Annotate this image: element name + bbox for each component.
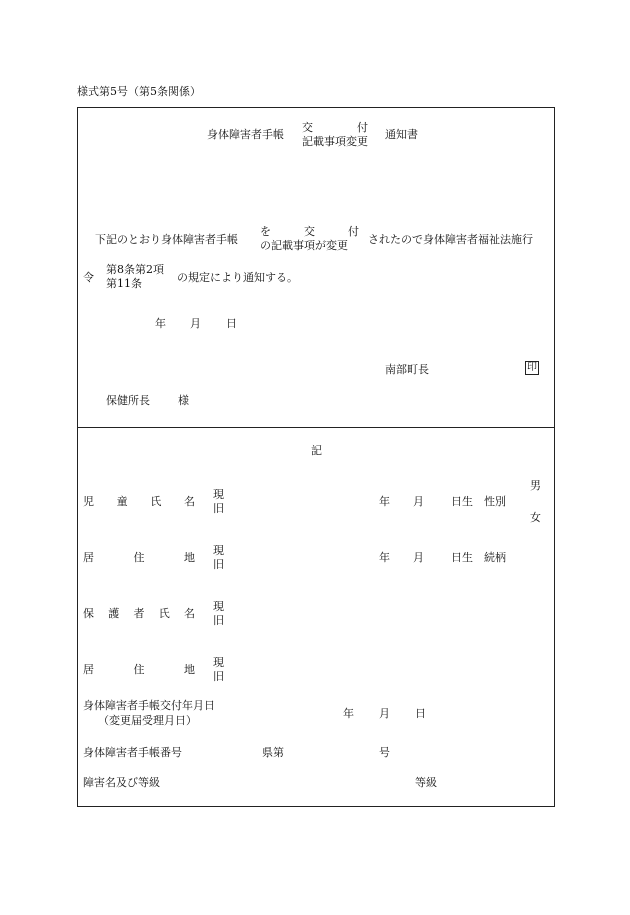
notice-line2-suffix: の規定により通知する。	[177, 271, 298, 284]
gender-label: 性別	[484, 495, 506, 508]
disability-label: 障害名及び等級	[83, 776, 160, 789]
residence1-month: 月	[413, 551, 424, 564]
current-marker: 現	[213, 600, 224, 613]
issue-date-year: 年	[343, 707, 354, 720]
current-marker: 現	[213, 544, 224, 557]
form-number: 様式第5号（第5条関係）	[77, 85, 201, 98]
addressee-honorific: 様	[178, 394, 189, 407]
notice-line1-options	[260, 226, 359, 251]
section-divider	[77, 427, 555, 428]
child-birth-day: 日生	[451, 495, 473, 508]
title-option-change: 記載事項変更	[302, 135, 368, 148]
notice-option-change: の記載事項が変更	[260, 239, 348, 252]
child-birth-year: 年	[379, 495, 390, 508]
current-marker: 現	[213, 656, 224, 669]
handbook-number-suffix: 号	[379, 746, 390, 759]
title-suffix: 通知書	[385, 128, 418, 141]
notice-line2-prefix: 令	[83, 271, 94, 284]
date-month: 月	[190, 317, 201, 330]
guardian-name-label: 保 護 者 氏 名	[83, 607, 195, 620]
date-year: 年	[155, 317, 166, 330]
title-prefix: 身体障害者手帳	[207, 128, 284, 141]
handbook-prefecture: 県第	[262, 746, 284, 759]
issue-date-month: 月	[379, 707, 390, 720]
issue-date-sublabel: （変更届受理月日）	[98, 714, 197, 727]
former-marker: 旧	[213, 670, 224, 683]
residence2-label: 居 住 地	[83, 663, 195, 676]
date-day: 日	[226, 317, 237, 330]
handbook-number-label: 身体障害者手帳番号	[83, 746, 182, 759]
notice-option-article11: 第11条	[106, 277, 142, 290]
residence1-label: 居 住 地	[83, 551, 195, 564]
issue-date-day: 日	[415, 707, 426, 720]
former-marker: 旧	[213, 614, 224, 627]
relation-label: 続柄	[484, 551, 506, 564]
seal-mark: 印	[527, 362, 537, 373]
former-marker: 旧	[213, 558, 224, 571]
issuer-title: 南部町長	[385, 363, 429, 376]
residence2-current-former	[213, 657, 224, 682]
notice-option-issue: を 交 付	[260, 225, 359, 238]
child-name-label: 児 童 氏 名	[83, 495, 195, 508]
residence1-current-former	[213, 545, 224, 570]
record-heading: 記	[311, 444, 322, 457]
notice-option-article8: 第8条第2項	[106, 263, 164, 276]
title-option-issue: 交 付	[302, 121, 368, 134]
notice-line1-prefix: 下記のとおり身体障害者手帳	[95, 233, 238, 246]
gender-male: 男	[530, 479, 541, 492]
addressee-name: 保健所長	[106, 394, 150, 407]
residence1-year: 年	[379, 551, 390, 564]
title-options	[302, 122, 368, 147]
gender-female: 女	[530, 511, 541, 524]
residence1-day: 日生	[451, 551, 473, 564]
issue-date-label: 身体障害者手帳交付年月日	[83, 699, 215, 712]
notice-line2-options	[106, 264, 164, 289]
child-birth-month: 月	[413, 495, 424, 508]
former-marker: 旧	[213, 502, 224, 515]
guardian-current-former	[213, 601, 224, 626]
current-marker: 現	[213, 488, 224, 501]
disability-grade: 等級	[415, 776, 437, 789]
notice-line1-suffix: されたので身体障害者福祉法施行	[368, 233, 533, 246]
child-name-current-former	[213, 489, 224, 514]
